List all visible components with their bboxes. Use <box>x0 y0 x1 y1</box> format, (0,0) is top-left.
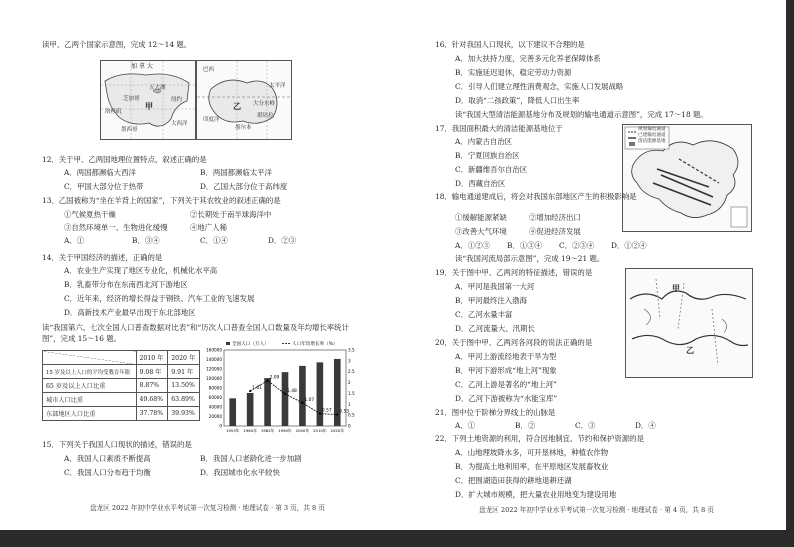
q21-option-c[interactable]: C．③ <box>575 421 596 430</box>
map-rivers <box>625 268 753 378</box>
q16-stem: 16．针对我国人口现状，以下建议不合理的是 <box>435 40 585 49</box>
q19-option-b[interactable]: B．甲河最终注入渤海 <box>455 296 527 305</box>
chart-bar <box>264 378 271 426</box>
q18-statement-4: ④促进经济发展 <box>529 227 581 236</box>
y-tick-label: 0 <box>219 423 222 429</box>
q21-option-a[interactable]: A．① <box>455 421 476 430</box>
y2-tick-label: 0.5 <box>348 412 355 418</box>
map-country-a <box>100 60 196 140</box>
map-energy-china <box>622 124 752 232</box>
q21-stem: 21．图中位于阶梯分界线上的山脉是 <box>435 408 556 417</box>
y2-tick-label: 0 <box>348 423 351 429</box>
x-tick-label: 1964年 <box>243 428 257 433</box>
map-a-label: 大西洋 <box>171 121 188 127</box>
q12-stem: 12．关于甲、乙两国地理位置特点，叙述正确的是 <box>42 155 207 164</box>
chart-data-label: 0.53 <box>339 409 350 415</box>
q13-option-c[interactable]: C．①④ <box>200 236 228 245</box>
chart-bars <box>229 359 340 426</box>
q21-option-d[interactable]: D．④ <box>635 421 656 430</box>
table-header-row <box>43 351 200 365</box>
map-a-label: 墨西哥 <box>121 127 138 133</box>
q14-option-b[interactable]: B．乳畜带分布在东南西北河下游地区 <box>64 280 188 289</box>
table-row <box>43 365 200 379</box>
y-tick-label: 140000 <box>206 357 222 362</box>
y-tick-label: 100000 <box>206 376 222 381</box>
q18-option-c[interactable]: C．②③④ <box>559 241 595 250</box>
map-c-legend: 规划输电通道 <box>638 127 666 132</box>
y-tick-label: 60000 <box>208 395 222 400</box>
q14-option-c[interactable]: C．近年来，经济的增长得益于钢铁、汽车工业的飞速发展 <box>64 294 255 303</box>
intro-q15-16: 读“我国第六、七次全国人口普查数据对比表”和“历次人口普查全国人口数量及年均增长率统计图”，完成 15～16 题。 <box>42 323 349 343</box>
y2-tick-label: 3 <box>348 358 351 364</box>
q22-option-a[interactable]: A．山地理坡降水多，可开垦林地，种植农作物 <box>455 448 609 457</box>
q20-option-c[interactable]: C．乙河上游是著名的“地上河” <box>455 380 557 389</box>
q12-option-c[interactable]: C．甲国大部分位于热带 <box>64 182 144 191</box>
y2-tick-label: 1 <box>348 401 351 407</box>
chart-bar <box>334 359 341 426</box>
map-b-label: 大分水岭 <box>253 101 276 107</box>
y-tick-label: 20000 <box>208 414 222 419</box>
table-cell: 63.89% <box>168 393 200 407</box>
table-cell: 49.68% <box>136 393 168 407</box>
q13-stem: 13．乙国被称为“坐在羊背上的国家”，下列关于其农牧业的叙述正确的是 <box>42 196 281 205</box>
chart-bar <box>299 366 306 426</box>
q20-stem: 20．关于图中甲、乙两河各河段的说法正确的是 <box>435 338 593 347</box>
legend-label: 全国人口（万人） <box>232 342 269 347</box>
q18-statement-1: ①缓解能源紧缺 <box>455 213 507 222</box>
y2-tick-label: 2.5 <box>348 369 355 375</box>
q13-option-d[interactable]: D．②③ <box>268 236 297 245</box>
map-c-legend: 已建输电通道 <box>638 133 666 138</box>
q22-stem: 22．下列土地资源的利用，符合因地制宜、节约和保护资源的是 <box>435 434 644 443</box>
q13-statement-2: ②长期处于南半球海洋中 <box>190 210 272 219</box>
table-cell-label: 城市人口比重 <box>43 393 137 407</box>
q13-option-a[interactable]: A．① <box>64 236 85 245</box>
map-b-label: 巴西 <box>203 67 215 73</box>
map-a-label: 加 拿 大 <box>131 63 153 70</box>
q21-option-b[interactable]: B．② <box>515 421 536 430</box>
q16-option-c[interactable]: C．引导人们建立理性消费观念，实施人口发展战略 <box>455 82 624 91</box>
intro-q12-14: 读甲、乙两个国家示意图，完成 12～14 题。 <box>42 40 192 49</box>
q15-option-a[interactable]: A．我国人口素质不断提高 <box>64 454 151 463</box>
q17-option-d[interactable]: D．西藏自治区 <box>455 179 506 188</box>
y2-tick-label: 1.5 <box>348 390 355 396</box>
x-tick-label: 1990年 <box>278 428 292 433</box>
map-b-label: 堪培拉 <box>257 113 274 119</box>
table-cell-label: 东部地区人口比重 <box>43 407 137 421</box>
q13-statement-3: ③自然环境单一、生物进化缓慢 <box>64 223 168 232</box>
census-table <box>42 350 200 421</box>
q22-option-b[interactable]: B．为提高土地利用率，在平原地区发展畜牧业 <box>455 462 609 471</box>
table-row <box>43 393 200 407</box>
q13-option-b[interactable]: B．③④ <box>132 236 160 245</box>
y-tick-label: 160000 <box>206 347 222 353</box>
table-header-blank <box>43 351 137 365</box>
scan-edge-right <box>786 0 794 547</box>
q22-option-c[interactable]: C．把围湖造田获得的耕地退耕还湖 <box>455 476 572 485</box>
q16-option-b[interactable]: B．实施延迟退休，稳定劳动力资源 <box>455 68 572 77</box>
q15-option-d[interactable]: D．我国城市化水平较快 <box>200 468 280 477</box>
q19-option-a[interactable]: A．甲河是我国第一大河 <box>455 282 535 291</box>
q20-option-a[interactable]: A．甲河上游流经地表干旱为型 <box>455 352 557 361</box>
chart-bar <box>247 393 254 426</box>
q19-option-c[interactable]: C．乙河水量丰富 <box>455 310 513 319</box>
q18-statement-3: ③改善大气环境 <box>455 227 507 236</box>
q19-stem: 19．关于图中甲、乙两河的特征描述，错误的是 <box>435 268 593 277</box>
chart-data-label: 2.09 <box>269 375 280 381</box>
table-row <box>43 407 200 421</box>
map-c-legend: 清洁能源基地 <box>638 139 666 144</box>
table-row <box>43 379 200 393</box>
right-page <box>397 0 794 547</box>
legend-label: 人口年均增长率（%） <box>292 342 338 347</box>
q16-option-d[interactable]: D．取消“二孩政策”，降低人口出生率 <box>455 96 580 105</box>
q18-option-b[interactable]: B．①③④ <box>507 241 542 250</box>
table-cell: 39.93% <box>168 407 200 421</box>
q22-option-d[interactable]: D．扩大城市规模，把大量农业用地变为建设用地 <box>455 490 617 499</box>
y2-tick-label: 3.5 <box>348 347 355 353</box>
q18-statement-2: ②增加经济出口 <box>529 213 581 222</box>
q12-option-d[interactable]: D．乙国大部分位于高纬度 <box>200 182 288 191</box>
map-a-label: 五大湖 <box>149 85 166 91</box>
map-d-label-jia: 甲 <box>672 283 680 293</box>
q19-option-d[interactable]: D．乙河流量大、汛期长 <box>455 324 535 333</box>
q12-option-a[interactable]: A．两国都濒临大西洋 <box>64 168 136 177</box>
chart-data-label: 0.57 <box>321 408 332 414</box>
table-cell-label: 65 岁及以上人口比重 <box>43 379 137 393</box>
q13-statement-4: ④地广人稀 <box>190 223 227 232</box>
q15-option-b[interactable]: B．我国人口老龄化进一步加剧 <box>200 454 302 463</box>
left-page-footer: 盘龙区 2022 年初中学业水平考试第一次复习检测 · 地理试卷 · 第 3 页，共 8 页 <box>90 504 325 512</box>
chart-bar <box>282 372 289 426</box>
q17-option-c[interactable]: C．新疆维吾尔自治区 <box>455 165 528 174</box>
x-tick-label: 1982年 <box>260 428 275 433</box>
y-tick-label: 80000 <box>208 385 222 391</box>
table-cell: 37.78% <box>136 407 168 421</box>
q17-option-b[interactable]: B．宁夏回族自治区 <box>455 151 520 160</box>
q14-option-d[interactable]: D．高新技术产业最早出现于东北部地区 <box>64 308 196 317</box>
q20-option-d[interactable]: D．乙河下游被称为“水能宝库” <box>455 394 558 403</box>
x-tick-label: 2020年 <box>330 428 345 433</box>
q18-option-d[interactable]: D．①②④ <box>611 241 647 250</box>
map-b-label: 太平洋 <box>269 83 286 89</box>
y2-tick-label: 2 <box>348 380 351 386</box>
map-a-label: 纽约 <box>171 97 183 103</box>
x-tick-label: 2000年 <box>295 428 310 433</box>
chart-bar <box>229 398 236 426</box>
q17-option-a[interactable]: A．内蒙古自治区 <box>455 137 513 146</box>
table-cell: 9.91 年 <box>168 365 200 379</box>
map-b-caption: 乙 <box>233 101 241 111</box>
y-tick-label: 40000 <box>208 404 222 410</box>
q14-stem: 14．关于甲国经济的描述，正确的是 <box>42 253 163 262</box>
intro-q17-18: 读“我国大型清洁能源基地分布及规划的输电通道示意图”，完成 17～18 题。 <box>455 110 708 119</box>
table-cell-label: 15 岁及以上人口的平均受教育年限 <box>43 365 137 379</box>
q17-stem: 17．我国面积最大的清洁能源基地位于 <box>435 124 563 133</box>
legend-swatch-bars <box>226 342 230 345</box>
q20-option-b[interactable]: B．甲河下游形成“地上河”现象 <box>455 366 557 375</box>
q18-stem: 18．输电通道建成后，将会对我国东部地区产生的积极影响是 <box>435 192 637 201</box>
map-a-label: 洛杉矶 <box>105 109 122 115</box>
chart-text <box>206 340 355 433</box>
q15-option-c[interactable]: C．我国人口分布趋于均衡 <box>64 468 151 477</box>
q14-option-a[interactable]: A．农业生产实现了地区专业化，机械化水平高 <box>64 266 218 275</box>
y-tick-label: 120000 <box>206 366 222 372</box>
x-tick-label: 2010年 <box>313 428 327 433</box>
population-chart <box>200 340 360 440</box>
table-cell: 9.08 年 <box>136 365 168 379</box>
chart-data-label: 1.48 <box>287 388 297 394</box>
map-b-label: 墨尔本 <box>235 125 252 131</box>
q15-stem: 15．下列关于我国人口现状的描述，错误的是 <box>42 440 192 449</box>
scan-edge-bottom <box>0 530 794 547</box>
table-cell: 13.50% <box>168 379 200 393</box>
map-d-graphic <box>626 269 752 377</box>
intro-q19-21: 读“我国河流局部示意图”，完成 19～21 题。 <box>455 254 605 263</box>
chart-data-label: 1.07 <box>304 397 315 403</box>
table-cell: 8.87% <box>136 379 168 393</box>
table-header-cell: 2020 年 <box>168 351 200 365</box>
q13-statement-1: ①气候夏热干燥 <box>64 210 116 219</box>
q12-option-b[interactable]: B．两国都濒临太平洋 <box>200 168 272 177</box>
chart-bar <box>317 362 324 426</box>
q18-option-a[interactable]: A．①②③ <box>455 241 490 250</box>
map-country-b <box>196 60 292 140</box>
x-tick-label: 1953年 <box>225 428 240 433</box>
map-b-label: 印度洋 <box>203 117 220 123</box>
map-a-caption: 甲 <box>145 101 153 111</box>
right-page-footer: 盘龙区 2022 年初中学业水平考试第一次复习检测 · 地理试卷 · 第 4 页，共 8 页 <box>479 506 714 514</box>
map-a-label: 芝加哥 <box>123 96 140 102</box>
chart-data-label: 1.61 <box>252 386 262 392</box>
q16-option-a[interactable]: A．加大扶持力度，完善多元化养老保障体系 <box>455 54 601 63</box>
map-d-label-yi: 乙 <box>686 345 694 355</box>
table-header-cell: 2010 年 <box>136 351 168 365</box>
